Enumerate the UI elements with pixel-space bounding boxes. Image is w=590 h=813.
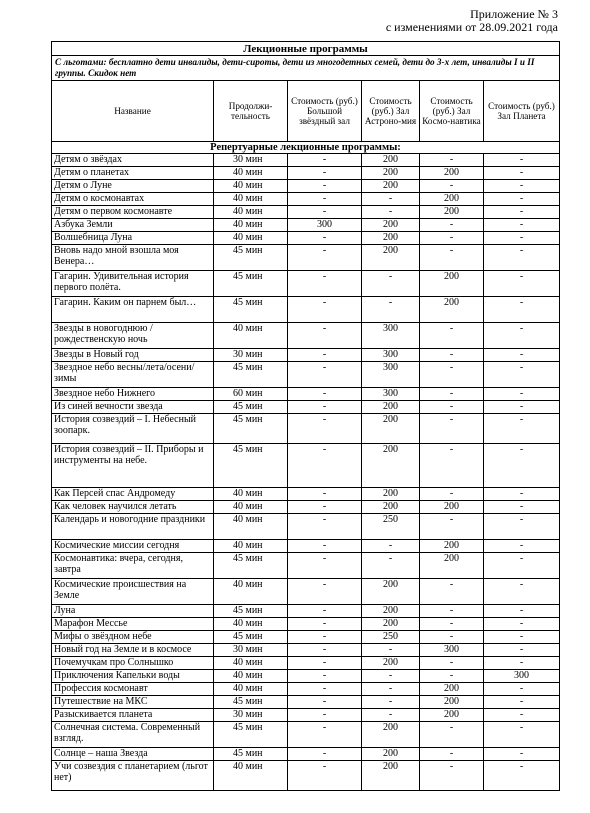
program-name: Звезды в новогоднюю / рождественскую ночь [52, 323, 214, 349]
duration-cell: 30 мин [214, 154, 288, 167]
duration-cell: 40 мин [214, 683, 288, 696]
price-planeta-hall: - [484, 388, 560, 401]
table-row [52, 657, 560, 670]
duration-cell: 40 мин [214, 232, 288, 245]
price-big-hall: - [288, 297, 362, 323]
duration-cell: 40 мин [214, 501, 288, 514]
program-name: Космические миссии сегодня [52, 540, 214, 553]
col-header-planeta-hall: Стоимость (руб.) Зал Планета [484, 81, 560, 142]
price-planeta-hall: - [484, 618, 560, 631]
table-row [52, 167, 560, 180]
price-cosmonautics-hall: - [420, 514, 484, 540]
price-big-hall: - [288, 206, 362, 219]
price-astronomy-hall: 200 [362, 657, 420, 670]
price-planeta-hall: - [484, 323, 560, 349]
program-name: Приключения Капельки воды [52, 670, 214, 683]
price-planeta-hall: - [484, 722, 560, 748]
table-row [52, 414, 560, 444]
price-planeta-hall: - [484, 488, 560, 501]
table-row [52, 193, 560, 206]
price-big-hall: - [288, 414, 362, 444]
price-cosmonautics-hall: 200 [420, 297, 484, 323]
benefits-note: С льготами: бесплатно дети инвалиды, дети-сироты, дети из многодетных семей, дети до 3-х лет, инвалиды I и II группы. Скидок нет [52, 56, 560, 81]
price-big-hall: - [288, 709, 362, 722]
price-planeta-hall: - [484, 154, 560, 167]
duration-cell: 45 мин [214, 401, 288, 414]
table-row [52, 605, 560, 618]
table-row [52, 540, 560, 553]
duration-cell: 45 мин [214, 722, 288, 748]
table-row [52, 631, 560, 644]
program-name: История созвездий – II. Приборы и инструменты на небе. [52, 444, 214, 488]
price-astronomy-hall: 200 [362, 488, 420, 501]
duration-cell: 45 мин [214, 362, 288, 388]
price-planeta-hall: - [484, 349, 560, 362]
price-astronomy-hall: - [362, 193, 420, 206]
duration-cell: 40 мин [214, 193, 288, 206]
price-cosmonautics-hall: - [420, 388, 484, 401]
price-astronomy-hall: 200 [362, 501, 420, 514]
program-name: Профессия космонавт [52, 683, 214, 696]
table-row [52, 618, 560, 631]
price-big-hall: - [288, 193, 362, 206]
duration-cell: 45 мин [214, 444, 288, 488]
price-big-hall: - [288, 167, 362, 180]
program-name: Почемучкам про Солнышко [52, 657, 214, 670]
price-cosmonautics-hall: - [420, 618, 484, 631]
program-name: Из синей вечности звезда [52, 401, 214, 414]
price-astronomy-hall: 250 [362, 631, 420, 644]
price-big-hall: - [288, 579, 362, 605]
table-row [52, 180, 560, 193]
price-astronomy-hall: 300 [362, 349, 420, 362]
program-name: Звездное небо весны/лета/осени/ зимы [52, 362, 214, 388]
price-cosmonautics-hall: - [420, 154, 484, 167]
price-planeta-hall: - [484, 193, 560, 206]
table-row [52, 219, 560, 232]
price-astronomy-hall: 300 [362, 323, 420, 349]
program-name: Марафон Мессье [52, 618, 214, 631]
col-header-big-hall: Стоимость (руб.) Большой звёздный зал [288, 81, 362, 142]
price-planeta-hall: - [484, 245, 560, 271]
table-row [52, 232, 560, 245]
price-cosmonautics-hall: - [420, 631, 484, 644]
price-cosmonautics-hall: 200 [420, 193, 484, 206]
program-name: Разыскивается планета [52, 709, 214, 722]
program-name: Мифы о звёздном небе [52, 631, 214, 644]
price-planeta-hall: - [484, 401, 560, 414]
price-cosmonautics-hall: - [420, 657, 484, 670]
price-big-hall: - [288, 553, 362, 579]
price-planeta-hall: - [484, 414, 560, 444]
price-astronomy-hall: 200 [362, 722, 420, 748]
price-astronomy-hall: 200 [362, 605, 420, 618]
duration-cell: 45 мин [214, 605, 288, 618]
table-row [52, 488, 560, 501]
price-planeta-hall: - [484, 748, 560, 761]
price-big-hall: - [288, 631, 362, 644]
section-heading: Репертуарные лекционные программы: [52, 142, 560, 154]
program-name: Космические происшествия на Земле [52, 579, 214, 605]
price-astronomy-hall: - [362, 644, 420, 657]
price-big-hall: - [288, 618, 362, 631]
price-astronomy-hall: - [362, 709, 420, 722]
price-cosmonautics-hall: - [420, 414, 484, 444]
duration-cell: 40 мин [214, 488, 288, 501]
price-big-hall: - [288, 488, 362, 501]
price-planeta-hall: - [484, 709, 560, 722]
price-cosmonautics-hall: - [420, 670, 484, 683]
table-row [52, 579, 560, 605]
duration-cell: 40 мин [214, 514, 288, 540]
price-big-hall: - [288, 232, 362, 245]
price-astronomy-hall: 200 [362, 245, 420, 271]
duration-cell: 40 мин [214, 670, 288, 683]
duration-cell: 45 мин [214, 748, 288, 761]
table-row [52, 349, 560, 362]
price-cosmonautics-hall: - [420, 761, 484, 791]
price-big-hall: - [288, 722, 362, 748]
program-name: Детям о Луне [52, 180, 214, 193]
program-name: Детям о звёздах [52, 154, 214, 167]
price-planeta-hall: - [484, 553, 560, 579]
table-row [52, 553, 560, 579]
table-row [52, 297, 560, 323]
price-big-hall: - [288, 683, 362, 696]
price-big-hall: - [288, 401, 362, 414]
duration-cell: 45 мин [214, 297, 288, 323]
program-name: Луна [52, 605, 214, 618]
price-cosmonautics-hall: - [420, 605, 484, 618]
program-name: Календарь и новогодние праздники [52, 514, 214, 540]
price-astronomy-hall: 200 [362, 219, 420, 232]
table-row [52, 748, 560, 761]
duration-cell: 45 мин [214, 271, 288, 297]
price-planeta-hall: - [484, 579, 560, 605]
table-row [52, 501, 560, 514]
price-cosmonautics-hall: - [420, 349, 484, 362]
price-cosmonautics-hall: 200 [420, 696, 484, 709]
duration-cell: 30 мин [214, 644, 288, 657]
program-name: Азбука Земли [52, 219, 214, 232]
price-cosmonautics-hall: - [420, 748, 484, 761]
price-cosmonautics-hall: - [420, 401, 484, 414]
program-name: Космонавтика: вчера, сегодня, завтра [52, 553, 214, 579]
program-name: Детям о космонавтах [52, 193, 214, 206]
price-cosmonautics-hall: - [420, 362, 484, 388]
price-planeta-hall: - [484, 605, 560, 618]
program-name: Звезды в Новый год [52, 349, 214, 362]
price-cosmonautics-hall: - [420, 579, 484, 605]
program-name: Новый год на Земле и в космосе [52, 644, 214, 657]
appendix-date: с изменениями от 28.09.2021 года [385, 20, 558, 34]
price-big-hall: - [288, 761, 362, 791]
price-big-hall: - [288, 180, 362, 193]
price-astronomy-hall: 200 [362, 414, 420, 444]
duration-cell: 40 мин [214, 579, 288, 605]
price-cosmonautics-hall: 200 [420, 167, 484, 180]
duration-cell: 45 мин [214, 553, 288, 579]
price-planeta-hall: - [484, 297, 560, 323]
price-planeta-hall: - [484, 232, 560, 245]
duration-cell: 40 мин [214, 219, 288, 232]
price-planeta-hall: 300 [484, 670, 560, 683]
table-title: Лекционные программы [52, 42, 560, 56]
price-planeta-hall: - [484, 180, 560, 193]
table-row [52, 683, 560, 696]
duration-cell: 45 мин [214, 414, 288, 444]
price-big-hall: - [288, 657, 362, 670]
table-row [52, 514, 560, 540]
price-cosmonautics-hall: 200 [420, 540, 484, 553]
duration-cell: 40 мин [214, 206, 288, 219]
duration-cell: 40 мин [214, 323, 288, 349]
price-planeta-hall: - [484, 540, 560, 553]
col-header-cosmonautics-hall: Стоимость (руб.) Зал Космо-навтика [420, 81, 484, 142]
price-big-hall: - [288, 670, 362, 683]
table-row [52, 401, 560, 414]
program-name: Вновь надо мной взошла моя Венера… [52, 245, 214, 271]
program-name: Как Персей спас Андромеду [52, 488, 214, 501]
duration-cell: 30 мин [214, 349, 288, 362]
price-planeta-hall: - [484, 271, 560, 297]
duration-cell: 45 мин [214, 631, 288, 644]
price-big-hall: - [288, 748, 362, 761]
table-row [52, 362, 560, 388]
table-body [52, 154, 560, 791]
table-row [52, 696, 560, 709]
price-cosmonautics-hall: - [420, 232, 484, 245]
price-astronomy-hall: 250 [362, 514, 420, 540]
price-astronomy-hall: 200 [362, 232, 420, 245]
duration-cell: 40 мин [214, 618, 288, 631]
program-name: Гагарин. Каким он парнем был… [52, 297, 214, 323]
price-astronomy-hall: - [362, 670, 420, 683]
price-planeta-hall: - [484, 219, 560, 232]
price-big-hall: - [288, 349, 362, 362]
price-big-hall: - [288, 540, 362, 553]
duration-cell: 60 мин [214, 388, 288, 401]
program-name: Детям о первом космонавте [52, 206, 214, 219]
price-planeta-hall: - [484, 514, 560, 540]
table-row [52, 388, 560, 401]
price-cosmonautics-hall: 200 [420, 683, 484, 696]
table-row [52, 444, 560, 488]
price-big-hall: - [288, 323, 362, 349]
price-big-hall: - [288, 644, 362, 657]
price-big-hall: - [288, 388, 362, 401]
price-cosmonautics-hall: - [420, 180, 484, 193]
price-astronomy-hall: 200 [362, 761, 420, 791]
col-header-name: Название [52, 81, 214, 142]
price-astronomy-hall: 200 [362, 401, 420, 414]
table-row [52, 709, 560, 722]
price-astronomy-hall: 300 [362, 388, 420, 401]
duration-cell: 40 мин [214, 540, 288, 553]
lecture-programs-table [51, 41, 560, 791]
table-row [52, 245, 560, 271]
duration-cell: 30 мин [214, 709, 288, 722]
price-cosmonautics-hall: - [420, 444, 484, 488]
price-planeta-hall: - [484, 444, 560, 488]
duration-cell: 40 мин [214, 761, 288, 791]
col-header-duration: Продолжи-тельность [214, 81, 288, 142]
table-row [52, 206, 560, 219]
price-cosmonautics-hall: 200 [420, 206, 484, 219]
price-astronomy-hall: 200 [362, 618, 420, 631]
price-big-hall: - [288, 154, 362, 167]
program-name: Солнечная система. Современный взгляд. [52, 722, 214, 748]
price-planeta-hall: - [484, 167, 560, 180]
duration-cell: 40 мин [214, 180, 288, 193]
table-row [52, 271, 560, 297]
price-cosmonautics-hall: 200 [420, 501, 484, 514]
price-astronomy-hall: - [362, 553, 420, 579]
price-big-hall: - [288, 271, 362, 297]
price-cosmonautics-hall: 200 [420, 553, 484, 579]
price-big-hall: - [288, 245, 362, 271]
program-name: Волшебница Луна [52, 232, 214, 245]
table-row [52, 670, 560, 683]
price-astronomy-hall: - [362, 271, 420, 297]
price-astronomy-hall: - [362, 206, 420, 219]
price-astronomy-hall: - [362, 683, 420, 696]
price-astronomy-hall: - [362, 696, 420, 709]
table-row [52, 644, 560, 657]
price-planeta-hall: - [484, 362, 560, 388]
program-name: Детям о планетах [52, 167, 214, 180]
table-row [52, 154, 560, 167]
table-row [52, 722, 560, 748]
appendix-header [386, 8, 558, 34]
price-cosmonautics-hall: 200 [420, 709, 484, 722]
price-astronomy-hall: 200 [362, 180, 420, 193]
price-astronomy-hall: 200 [362, 748, 420, 761]
program-name: Учи созвездия с планетарием (льгот нет) [52, 761, 214, 791]
appendix-number: Приложение № 3 [470, 7, 558, 21]
price-cosmonautics-hall: - [420, 323, 484, 349]
price-planeta-hall: - [484, 761, 560, 791]
price-big-hall: - [288, 514, 362, 540]
program-name: История созвездий – I. Небесный зоопарк. [52, 414, 214, 444]
table-row [52, 761, 560, 791]
duration-cell: 40 мин [214, 167, 288, 180]
price-cosmonautics-hall: - [420, 488, 484, 501]
price-planeta-hall: - [484, 631, 560, 644]
price-astronomy-hall: - [362, 297, 420, 323]
program-name: Гагарин. Удивительная история первого полёта. [52, 271, 214, 297]
price-cosmonautics-hall: - [420, 722, 484, 748]
price-big-hall: - [288, 501, 362, 514]
price-big-hall: - [288, 362, 362, 388]
price-astronomy-hall: 200 [362, 444, 420, 488]
program-name: Путешествие на МКС [52, 696, 214, 709]
price-planeta-hall: - [484, 683, 560, 696]
program-name: Звездное небо Нижнего [52, 388, 214, 401]
program-name: Солнце – наша Звезда [52, 748, 214, 761]
price-astronomy-hall: - [362, 540, 420, 553]
price-astronomy-hall: 200 [362, 167, 420, 180]
duration-cell: 45 мин [214, 696, 288, 709]
duration-cell: 40 мин [214, 657, 288, 670]
price-big-hall: - [288, 605, 362, 618]
price-astronomy-hall: 200 [362, 154, 420, 167]
table-row [52, 323, 560, 349]
price-big-hall: - [288, 696, 362, 709]
price-big-hall: 300 [288, 219, 362, 232]
price-planeta-hall: - [484, 501, 560, 514]
price-cosmonautics-hall: - [420, 245, 484, 271]
price-cosmonautics-hall: 200 [420, 271, 484, 297]
price-cosmonautics-hall: - [420, 219, 484, 232]
price-cosmonautics-hall: 300 [420, 644, 484, 657]
price-planeta-hall: - [484, 657, 560, 670]
price-astronomy-hall: 200 [362, 579, 420, 605]
col-header-astronomy-hall: Стоимость (руб.) Зал Астроно-мия [362, 81, 420, 142]
program-name: Как человек научился летать [52, 501, 214, 514]
price-astronomy-hall: 300 [362, 362, 420, 388]
price-planeta-hall: - [484, 644, 560, 657]
duration-cell: 45 мин [214, 245, 288, 271]
price-planeta-hall: - [484, 206, 560, 219]
price-big-hall: - [288, 444, 362, 488]
price-planeta-hall: - [484, 696, 560, 709]
